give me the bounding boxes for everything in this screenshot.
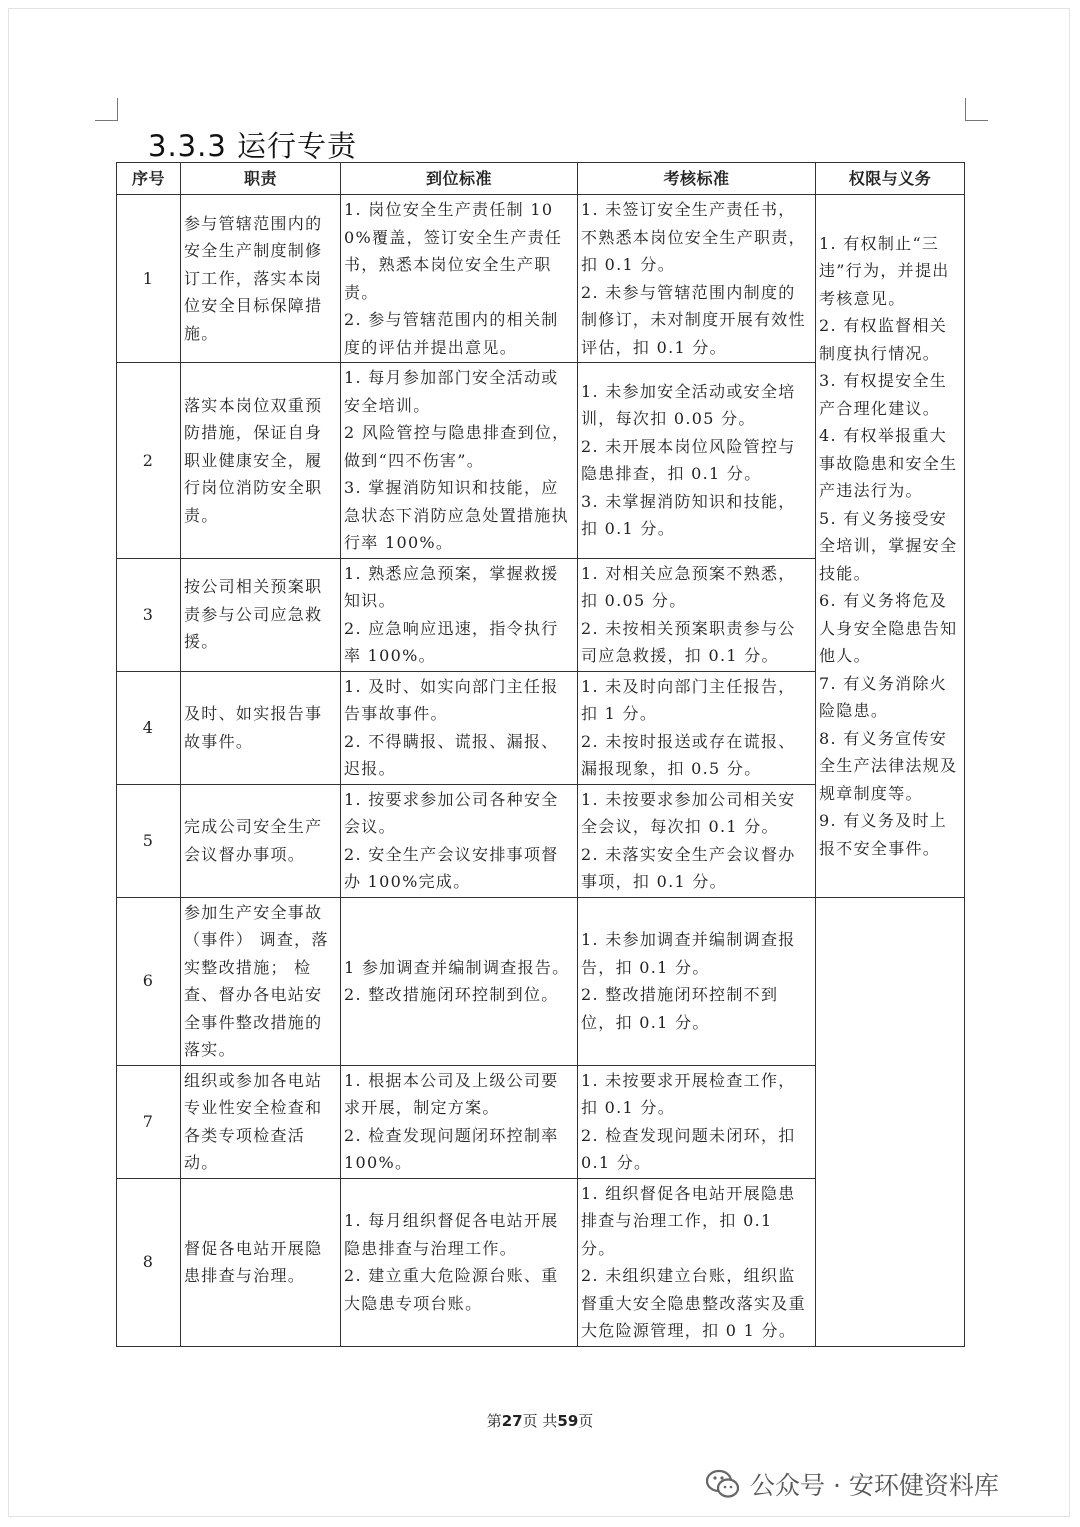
- rights-item: 7. 有义务消除火险隐患。: [819, 673, 948, 720]
- row-assessment: [578, 1178, 816, 1346]
- row-no: 8: [117, 1178, 181, 1346]
- assessment-item: 2. 未按时报送或存在谎报、漏报现象，扣 0.5 分。: [581, 731, 796, 778]
- row-assessment: [578, 671, 816, 784]
- standard-item: 1. 熟悉应急预案，掌握救援知识。: [344, 563, 559, 610]
- rights-item: 1. 有权制止“三违”行为，并提出考核意见。: [819, 233, 950, 308]
- standard-item: 2. 不得瞒报、谎报、漏报、迟报。: [344, 731, 559, 778]
- row-no: 3: [117, 558, 181, 671]
- row-assessment: [578, 195, 816, 363]
- row-no: 1: [117, 195, 181, 363]
- row-duty: 参与管辖范围内的安全生产制度制修订工作，落实本岗位安全目标保障措施。: [181, 195, 341, 363]
- header-duty: 职责: [181, 163, 341, 195]
- row-duty: 组织或参加各电站专业性安全检查和各类专项检查活动。: [181, 1065, 341, 1178]
- footer-middle: 页 共: [522, 1412, 558, 1430]
- table-row: [117, 195, 965, 363]
- row-no: 2: [117, 363, 181, 559]
- row-no: 7: [117, 1065, 181, 1178]
- row-duty: 督促各电站开展隐患排查与治理。: [181, 1178, 341, 1346]
- crop-mark-top-left: [95, 98, 118, 121]
- assessment-item: 1. 未按要求开展检查工作，扣 0.1 分。: [581, 1070, 796, 1117]
- standard-item: 1. 及时、如实向部门主任报告事故事件。: [344, 676, 559, 723]
- watermark: [706, 1460, 999, 1508]
- table-header-row: [117, 163, 965, 195]
- row-standard: [341, 195, 578, 363]
- standard-item: 2. 检查发现问题闭环控制率 100%。: [344, 1125, 559, 1172]
- wechat-icon: [706, 1469, 740, 1499]
- standard-item: 2. 应急响应迅速，指令执行率 100%。: [344, 618, 559, 665]
- section-heading: 3.3.3 运行专责: [148, 129, 358, 163]
- assessment-item: 2. 未开展本岗位风险管控与隐患排查，扣 0.1 分。: [581, 436, 796, 484]
- standard-item: 2. 参与管辖范围内的相关制度的评估并提出意见。: [344, 310, 559, 357]
- row-no: 5: [117, 784, 181, 897]
- rights-cell: [816, 195, 965, 898]
- row-standard: [341, 558, 578, 671]
- assessment-item: 1. 未及时向部门主任报告，扣 1 分。: [581, 676, 796, 723]
- row-assessment: [578, 784, 816, 897]
- standard-item: 1. 根据本公司及上级公司要求开展，制定方案。: [344, 1070, 559, 1117]
- standard-item: 2. 整改措施闭环控制到位。: [344, 985, 559, 1004]
- header-assessment: 考核标准: [578, 163, 816, 195]
- footer-suffix: 页: [578, 1412, 594, 1430]
- standard-item: 2 风险管控与隐患排查到位，做到“四不伤害”。: [344, 423, 570, 470]
- assessment-item: 1. 未参加安全活动或安全培训，每次扣 0.05 分。: [581, 381, 796, 429]
- row-standard: [341, 671, 578, 784]
- assessment-item: 2. 未按相关预案职责参与公司应急救援，扣 0.1 分。: [581, 618, 796, 665]
- rights-cell-empty: [816, 897, 965, 1346]
- row-duty: 完成公司安全生产会议督办事项。: [181, 784, 341, 897]
- assessment-item: 1. 未按要求参加公司相关安全会议，每次扣 0.1 分。: [581, 789, 796, 836]
- row-standard: [341, 897, 578, 1065]
- total-page-number: 59: [557, 1412, 579, 1430]
- rights-item: 3. 有权提安全生产合理化建议。: [819, 371, 948, 418]
- crop-mark-top-right: [965, 98, 988, 121]
- header-rights: 权限与义务: [816, 163, 965, 195]
- row-standard: [341, 363, 578, 559]
- assessment-item: 3. 未掌握消防知识和技能，扣 0.1 分。: [581, 491, 796, 539]
- row-assessment: [578, 1065, 816, 1178]
- row-no: 6: [117, 897, 181, 1065]
- row-duty: 参加生产安全事故（事件） 调查，落实整改措施； 检查、督办各电站安全事件整改措施的落实。: [181, 897, 341, 1065]
- assessment-item: 2. 检查发现问题未闭环，扣 0.1 分。: [581, 1125, 796, 1172]
- watermark-text: 公众号 · 安环健资料库: [750, 1471, 999, 1500]
- assessment-item: 1. 组织督促各电站开展隐患排查与治理工作，扣 0.1 分。: [581, 1183, 796, 1258]
- row-standard: [341, 1178, 578, 1346]
- row-assessment: [578, 897, 816, 1065]
- responsibility-table: [116, 162, 965, 1347]
- row-standard: [341, 1065, 578, 1178]
- standard-item: 1. 按要求参加公司各种安全会议。: [344, 789, 559, 836]
- standard-item: 2. 建立重大危险源台账、重大隐患专项台账。: [344, 1266, 559, 1313]
- row-standard: [341, 784, 578, 897]
- assessment-item: 2. 未组织建立台账，组织监督重大安全隐患整改落实及重大危险源管理，扣 0 1 分。: [581, 1266, 806, 1340]
- rights-item: 5. 有义务接受安全培训，掌握安全技能。: [819, 508, 958, 583]
- standard-item: 3. 掌握消防知识和技能，应急状态下消防应急处置措施执行率 100%。: [344, 478, 569, 552]
- row-duty: 按公司相关预案职责参与公司应急救援。: [181, 558, 341, 671]
- header-no: 序号: [117, 163, 181, 195]
- rights-item: 4. 有权举报重大事故隐患和安全生产违法行为。: [819, 426, 958, 500]
- standard-item: 1 参加调查并编制调查报告。: [344, 957, 570, 977]
- table-row: [117, 897, 965, 1065]
- assessment-item: 2. 整改措施闭环控制不到位，扣 0.1 分。: [581, 985, 779, 1032]
- standard-item: 1. 岗位安全生产责任制 100%覆盖，签订安全生产责任书，熟悉本岗位安全生产职责。: [344, 200, 563, 302]
- standard-item: 1. 每月参加部门安全活动或安全培训。: [344, 368, 559, 415]
- row-no: 4: [117, 671, 181, 784]
- header-standard: 到位标准: [341, 163, 578, 195]
- footer-prefix: 第: [486, 1412, 502, 1430]
- row-assessment: [578, 558, 816, 671]
- assessment-item: 1. 未签订安全生产责任书，不熟悉本岗位安全生产职责，扣 0.1 分。: [581, 200, 806, 274]
- assessment-item: 2. 未落实安全生产会议督办事项，扣 0.1 分。: [581, 844, 796, 891]
- rights-item: 6. 有义务将危及人身安全隐患告知他人。: [819, 591, 958, 665]
- standard-item: 1. 每月组织督促各电站开展隐患排查与治理工作。: [344, 1211, 559, 1258]
- rights-item: 2. 有权监督相关制度执行情况。: [819, 316, 948, 363]
- row-duty: 落实本岗位双重预防措施，保证自身职业健康安全，履行岗位消防安全职责。: [181, 363, 341, 559]
- page-footer: [0, 1410, 1080, 1431]
- standard-item: 2. 安全生产会议安排事项督办 100%完成。: [344, 844, 559, 891]
- assessment-item: 2. 未参与管辖范围内制度的制修订，未对制度开展有效性评估，扣 0.1 分。: [581, 282, 806, 357]
- rights-item: 8. 有义务宣传安全生产法律法规及规章制度等。: [819, 728, 958, 803]
- row-duty: 及时、如实报告事故事件。: [181, 671, 341, 784]
- rights-item: 9. 有义务及时上报不安全事件。: [819, 811, 948, 858]
- row-assessment: [578, 363, 816, 559]
- assessment-item: 1. 对相关应急预案不熟悉，扣 0.05 分。: [581, 563, 796, 610]
- assessment-item: 1. 未参加调查并编制调查报告，扣 0.1 分。: [581, 930, 796, 977]
- current-page-number: 27: [501, 1412, 523, 1430]
